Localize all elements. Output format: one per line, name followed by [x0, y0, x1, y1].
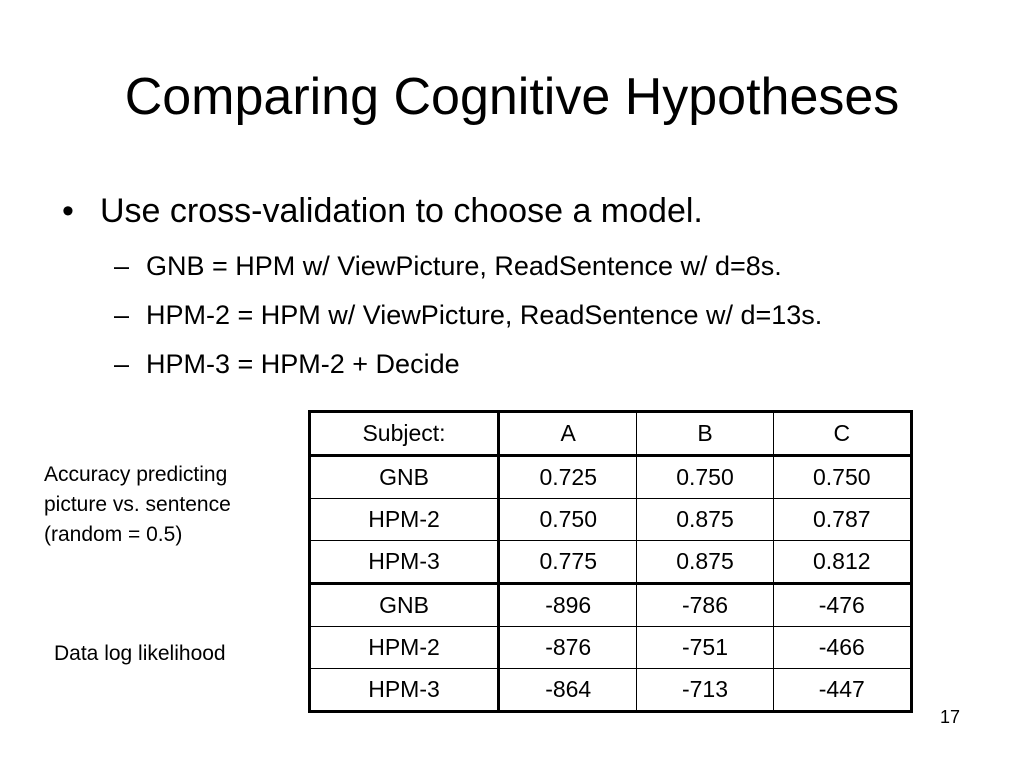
dash-marker: – — [114, 300, 130, 330]
value-cell: -864 — [499, 669, 637, 712]
value-cell: -896 — [499, 584, 637, 627]
page-number: 17 — [940, 707, 961, 727]
value-cell: -466 — [773, 627, 911, 669]
bullet-marker: • — [62, 192, 74, 230]
accuracy-label-line: picture vs. sentence — [44, 493, 231, 516]
value-cell: 0.775 — [499, 541, 637, 584]
loglik-label: Data log likelihood — [54, 642, 226, 665]
sub-bullet-item — [114, 291, 822, 340]
slide-title: Comparing Cognitive Hypotheses — [124, 68, 900, 126]
value-cell: 0.875 — [637, 541, 773, 584]
value-cell: -447 — [773, 669, 911, 712]
table-row — [310, 627, 912, 669]
header-cell: A — [499, 412, 637, 456]
value-cell: 0.875 — [637, 499, 773, 541]
value-cell: 0.812 — [773, 541, 911, 584]
model-cell: HPM-2 — [310, 627, 499, 669]
sub-bullet-text: GNB = HPM w/ ViewPicture, ReadSentence w/ d=8s. — [146, 251, 782, 281]
table-row — [310, 584, 912, 627]
sub-bullet-text: HPM-3 = HPM-2 + Decide — [146, 349, 460, 379]
model-cell: HPM-2 — [310, 499, 499, 541]
accuracy-label — [44, 460, 231, 550]
dash-marker: – — [114, 349, 130, 379]
sub-bullet-text: HPM-2 = HPM w/ ViewPicture, ReadSentence w/ d=13s. — [146, 300, 823, 330]
value-cell: -476 — [773, 584, 911, 627]
value-cell: -713 — [637, 669, 773, 712]
bullet-list — [60, 186, 823, 379]
header-cell: Subject: — [310, 412, 499, 456]
sub-bullet-list — [114, 242, 822, 389]
table-row — [310, 499, 912, 541]
value-cell: -786 — [637, 584, 773, 627]
table-row — [310, 456, 912, 499]
sub-bullet-item — [114, 242, 822, 291]
value-cell: 0.750 — [773, 456, 911, 499]
sub-bullet-item — [114, 340, 822, 389]
value-cell: -876 — [499, 627, 637, 669]
model-cell: HPM-3 — [310, 669, 499, 712]
value-cell: 0.787 — [773, 499, 911, 541]
model-cell: GNB — [310, 456, 499, 499]
table-row — [310, 541, 912, 584]
table-row — [310, 669, 912, 712]
accuracy-label-line: (random = 0.5) — [44, 523, 183, 546]
value-cell: -751 — [637, 627, 773, 669]
accuracy-label-line: Accuracy predicting — [44, 463, 228, 486]
header-cell: B — [637, 412, 773, 456]
model-cell: GNB — [310, 584, 499, 627]
dash-marker: – — [114, 251, 130, 281]
value-cell: 0.725 — [499, 456, 637, 499]
model-cell: HPM-3 — [310, 541, 499, 584]
value-cell: 0.750 — [637, 456, 773, 499]
table-header-row — [310, 412, 912, 456]
header-cell: C — [773, 412, 911, 456]
bullet-text: Use cross-validation to choose a model. — [100, 192, 703, 230]
bullet-item — [60, 186, 703, 236]
results-table — [308, 410, 913, 713]
value-cell: 0.750 — [499, 499, 637, 541]
